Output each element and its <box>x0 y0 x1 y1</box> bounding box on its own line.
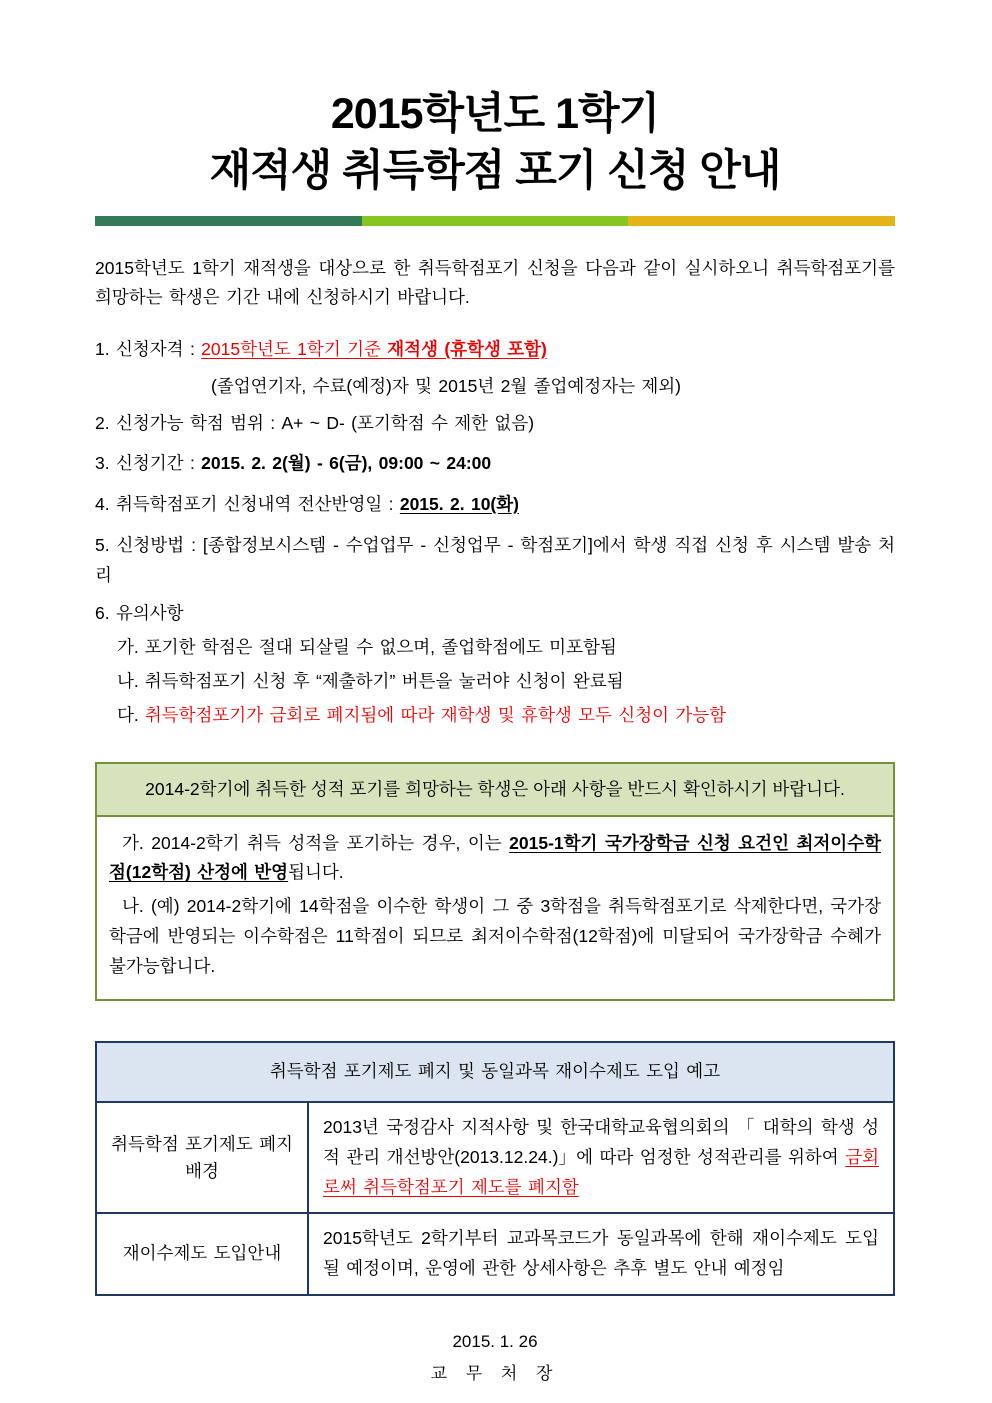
scholarship-note-ga-emphasis: 2015-1학기 국가장학금 신청 요건인 최저이수학점(12학점) 산정에 반영 <box>109 832 882 883</box>
item-eligibility-value-bold: 재적생 (휴학생 포함) <box>387 339 547 359</box>
policy-table <box>95 1041 895 1296</box>
scholarship-notice-body <box>97 817 893 1000</box>
scholarship-note-ga <box>109 829 881 889</box>
caution-note-text: 포기한 학점은 절대 되살릴 수 없으며, 졸업학점에도 미포함됨 <box>144 637 617 657</box>
scholarship-note-na: 나. (예) 2014-2학기에 14학점을 이수한 학생이 그 중 3학점을 취득학점포기로 삭제한다면, 국가장학금에 반영되는 이수학점은 11학점이 되므로 최저이수학점(12학점)에 미달되어 국가장학금 수혜가 불가능합니다. <box>109 896 881 976</box>
caution-note-label: 나. <box>117 670 139 691</box>
item-system-date <box>95 490 895 520</box>
scholarship-notice-header: 2014-2학기에 취득한 성적 포기를 희망하는 학생은 아래 사항을 반드시 확인하시기 바랍니다. <box>97 764 893 816</box>
policy-table-header: 취득학점 포기제도 폐지 및 동일과목 재이수제도 도입 예고 <box>97 1043 893 1103</box>
abolition-text-red: 금회로써 취득학점포기 제도를 폐지함 <box>323 1146 879 1197</box>
row-content-retake-guide: 2015학년도 2학기부터 교과목코드가 동일과목에 한해 재이수제도 도입될 예정이며, 운영에 관한 상세사항은 추후 별도 안내 예정임 <box>323 1228 879 1278</box>
item-period <box>95 449 895 479</box>
divider-bar <box>95 216 895 226</box>
intro-paragraph: 2015학년도 1학기 재적생을 대상으로 한 취득학점포기 신청을 다음과 같이 실시하오니 취득학점포기를 희망하는 학생은 기간 내에 신청하시기 바랍니다. <box>95 257 895 308</box>
scholarship-notice-box <box>95 762 895 1001</box>
table-row <box>97 1103 893 1214</box>
page-title-line-1: 2015학년도 1학기 <box>330 90 660 138</box>
page-title-line-2: 재적생 취득학점 포기 신청 안내 <box>209 146 781 195</box>
item-period-value: 2015. 2. 2(월) - 6(금), 09:00 ~ 24:00 <box>201 453 492 474</box>
page-title <box>95 86 895 200</box>
divider-segment <box>628 216 895 226</box>
item-eligibility <box>95 335 895 365</box>
caution-note <box>95 633 895 663</box>
footer-date: 2015. 1. 26 <box>452 1331 538 1351</box>
scholarship-note-ga-prefix: 가. 2014-2학기 취득 성적을 포기하는 경우, 이는 <box>122 832 510 853</box>
item-method: 5. 신청방법 : [종합정보시스템 - 수업업무 - 신청업무 - 학점포기]에서 학생 직접 신청 후 시스템 발송 처리 <box>95 534 895 585</box>
caution-note <box>95 701 895 731</box>
item-cautions-heading: 6. 유의사항 <box>95 603 184 624</box>
divider-segment <box>95 216 362 226</box>
item-eligibility-label: 1. 신청자격 : <box>95 339 202 359</box>
caution-note-label: 가. <box>117 637 139 657</box>
footer-signer: 교 무 처 장 <box>430 1364 560 1384</box>
row-label-abolition-background: 취득학점 포기제도 폐지 배경 <box>97 1103 309 1212</box>
table-row <box>97 1214 893 1294</box>
divider-segment <box>362 216 629 226</box>
document-footer <box>95 1326 895 1391</box>
item-grade-range: 2. 신청가능 학점 범위 : A+ ~ D- (포기학점 수 제한 없음) <box>95 412 535 433</box>
abolition-text: 2013년 국정감사 지적사항 및 한국대학교육협의회의 「 대학의 학생 성적 관리 개선방안(2013.12.24.)」에 따라 엄정한 성적관리를 위하여 <box>323 1117 879 1167</box>
scholarship-note-ga-suffix: 됩니다. <box>288 862 344 883</box>
item-eligibility-note: (졸업연기자, 수료(예정)자 및 2015년 2월 졸업예정자는 제외) <box>211 375 682 396</box>
row-label-retake-guide: 재이수제도 도입안내 <box>97 1214 309 1294</box>
caution-note-text: 취득학점포기 신청 후 “제출하기” 버튼을 눌러야 신청이 완료됨 <box>144 670 624 691</box>
item-system-date-value: 2015. 2. 10(화) <box>399 494 519 514</box>
item-system-date-label: 4. 취득학점포기 신청내역 전산반영일 : <box>95 494 400 514</box>
row-content-abolition-background <box>309 1103 893 1212</box>
caution-note <box>95 667 895 697</box>
caution-note-label: 다. <box>117 704 139 725</box>
caution-note-text-red: 취득학점포기가 금회로 폐지됨에 따라 재학생 및 휴학생 모두 신청이 가능함 <box>144 704 727 725</box>
item-period-label: 3. 신청기간 : <box>95 453 202 474</box>
item-eligibility-value: 2015학년도 1학기 기준 <box>201 339 388 359</box>
